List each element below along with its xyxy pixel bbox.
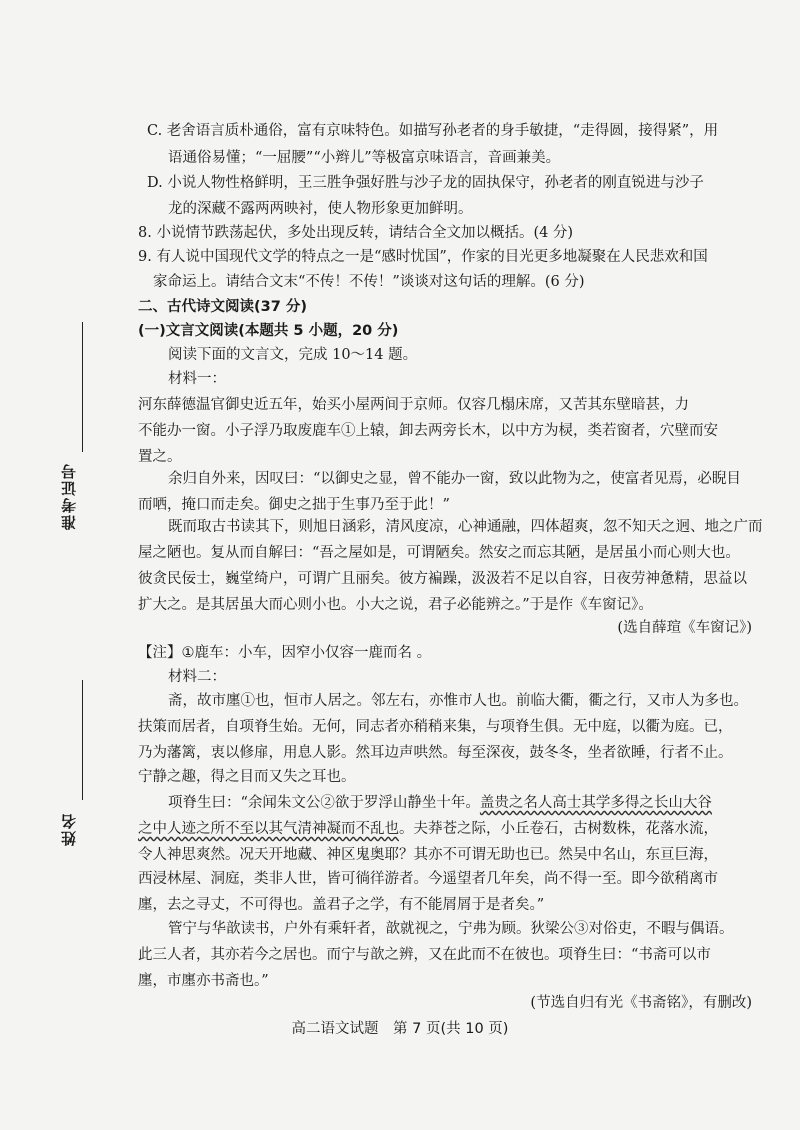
material-2-p1-line1: 斋，故市廛①也，恒市人居之。邻左右，亦惟市人也。前临大衢，衢之行，又市人为多也。	[168, 693, 748, 709]
material-1-source: (选自薛瑄《车窗记》)	[617, 620, 752, 636]
material-2-p1-line4: 宁静之趣，得之目而又失之耳也。	[138, 769, 356, 785]
material-1-label: 材料一：	[168, 371, 226, 387]
material-2-p2-line1-text: 项脊生曰：“余闻朱文公②欲于罗浮山静坐十年。	[168, 795, 480, 811]
material-1-p3-line4: 扩大之。是其居虽大而心则小也。小大之说，君子必能辨之。”于是作《车窗记》。	[138, 597, 653, 613]
wavy-underlined-passage-part1: 盖贵之名人高士其学多得之长山大谷	[479, 795, 712, 811]
material-1-p2-line2: 而哂，掩口而走矣。御史之拙于生事乃至于此！”	[138, 497, 450, 513]
material-1-p3-line2: 屋之陋也。复从而自解曰：“吾之屋如是，可谓陋矣。然安之而忘其陋，是居虽小而心则大也。	[138, 545, 740, 561]
option-d-line2: 龙的深藏不露两两映衬，使人物形象更加鲜明。	[168, 201, 473, 217]
material-2-p1-line2: 扶策而居者，自项脊生始。无何，同志者亦稍稍来集，与项脊生俱。无中庭，以衢为庭。已，	[138, 719, 733, 735]
material-2-p3-line1: 管宁与华歆读书，户外有乘轩者，歆就视之，宁弗为顾。狄梁公③对俗吏，不暇与偶语。	[168, 921, 734, 937]
reading-instruction: 阅读下面的文言文，完成 10～14 题。	[168, 347, 418, 363]
material-1-note: 【注】①鹿车：小车，因窄小仅容一鹿而名 。	[138, 645, 432, 661]
section-2-title: 二、古代诗文阅读(37 分)	[138, 299, 307, 315]
material-1-p3-line3: 彼贪民佞士，巍堂绮户，可谓广且丽矣。彼方褊躁，汲汲若不足以自容，日夜劳神惫精，思益以	[138, 571, 747, 587]
material-2-p1-line3: 乃为藩篱，衷以修扉，用息人影。然耳边声哄然。每至深夜，鼓冬冬，坐者欲睡，行者不止。	[138, 745, 733, 761]
material-2-p2-line2	[138, 818, 718, 840]
material-1-p1-line3: 置之。	[138, 449, 182, 465]
exam-id-label: 准考证号	[60, 462, 78, 530]
name-line	[82, 680, 83, 800]
material-2-label: 材料二：	[168, 669, 226, 685]
wavy-underlined-passage-part2: 之中人迹之所不至以其气清神凝而不乱也	[138, 821, 399, 837]
material-2-p2-line3: 令人神思爽然。况天开地藏、神区鬼奥耶？其亦不可谓无助也已。然吴中名山，东亘巨海，	[138, 847, 718, 863]
question-9-line2: 家命运上。请结合文末“不传！不传！”谈谈对这句话的理解。(6 分)	[153, 274, 585, 290]
material-2-p2-line4: 西浸林屋、洞庭，类非人世，皆可徜徉游者。今遥望者几年矣，尚不得一至。即今欲稍离市	[138, 871, 718, 887]
material-2-source: (节选自归有光《书斋铭》，有删改)	[530, 995, 752, 1011]
option-c-line1: C. 老舍语言质朴通俗，富有京味特色。如描写孙老者的身手敏捷，“走得圆，接得紧”，用	[147, 123, 719, 139]
exam-id-line	[82, 322, 83, 452]
material-2-p2-line5: 廛，去之寻丈，不可得也。盖君子之学，有不能屑屑于是者矣。”	[138, 897, 545, 913]
material-1-p1-line1: 河东薛德温官御史近五年，始买小屋两间于京师。仅容几榻床席，又苦其东壁暗甚，力	[138, 397, 689, 413]
material-1-p2-line1: 余归自外来，因叹曰：“以御史之显，曾不能办一窗，致以此物为之，使富者见焉，必睨目	[168, 471, 741, 487]
material-2-p3-line2: 此三人者，其亦若今之居也。而宁与歆之辨，又在此而不在彼也。项脊生曰：“书斋可以市	[138, 947, 711, 963]
question-9-line1: 9. 有人说中国现代文学的特点之一是“感时忧国”，作家的目光更多地凝聚在人民悲欢和国	[138, 249, 708, 265]
name-label: 姓名	[60, 812, 78, 846]
material-2-p3-line3: 廛，市廛亦书斋也。”	[138, 973, 269, 989]
material-1-p3-line1: 既而取古书读其下，则旭日涵彩，清风度凉，心神通融，四体超爽，忽不知天之迥、地之广而	[168, 519, 763, 535]
page-footer: 高二语文试题 第 7 页(共 10 页)	[291, 1021, 509, 1037]
option-c-line2: 语通俗易懂；“一屈腰”“小辫儿”等极富京味语言，音画兼美。	[168, 150, 561, 166]
option-d-line1: D. 小说人物性格鲜明，王三胜争强好胜与沙子龙的固执保守，孙老者的刚直锐进与沙子	[147, 175, 704, 191]
section-2-subtitle: (一)文言文阅读(本题共 5 小题，20 分)	[138, 323, 399, 339]
question-8: 8. 小说情节跌荡起伏，多处出现反转，请结合全文加以概括。(4 分)	[138, 225, 574, 241]
material-2-p2-line1	[168, 792, 712, 814]
material-1-p1-line2: 不能办一窗。小子浮乃取废鹿车①上辕，卸去两旁长木，以中方为棂，类若窗者，穴壁而安	[138, 423, 718, 439]
material-2-p2-line2-text: 。夫莽苍之际，小丘卷石，古树数株，花落水流，	[399, 821, 718, 837]
